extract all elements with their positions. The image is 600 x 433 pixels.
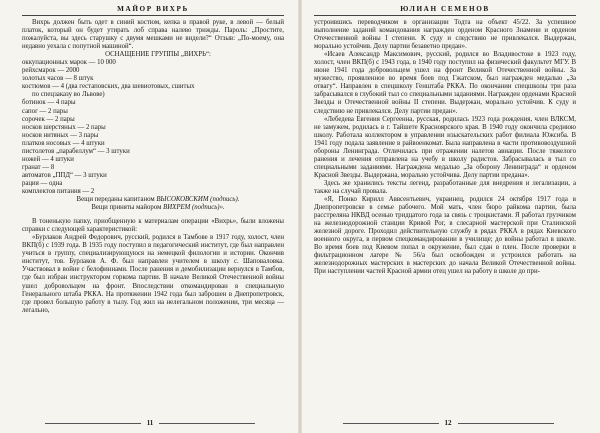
intro-paragraph: Вихрь должен быть одет в синий костюм, кепка в правой руке, в левой — белый платок, который он будет утирать лоб справа налево трижды. Пароль: „Простите, пожалуйста, вы здесь старушку с двумя мешками не видели?“ Отзыв: „По-моему, она недавно уехала с попутной машиной“. bbox=[22, 19, 284, 51]
list-item: рация — одна bbox=[22, 179, 63, 187]
body-paragraph: Здесь же хранились тексты легенд, разработанные для внедрения и легализации, а также на случай провала. bbox=[314, 179, 576, 195]
body-paragraph: «Бурлаков Андрей Федорович, русский, родился в Тамбове в 1917 году, холост, член ВКП(б) с 1939 года. В 1935 году поступил в педагогический институт, где был направлен учиться в группу, специализирующуюся на немецкой филологии и истории. Окончив институт, тов. Бурлаков А. Ф. был направлен учителем в школу с. Шаповаловка. Участвовал в войне с белофиннами. После ранения и демобилизации вернулся в Тамбов, где был избран инструктором горкома партии. В начале Великой Отечественной войны ушел добровольцем на фронт. Впоследствии откомандирован в специальную Генерального штаба РККА. На протяжении 1942 года был заброшен в Днепропетровск, где провел большую работу в тылу. Год жил на нелегальном положении, три месяца — легально, bbox=[22, 234, 284, 314]
equipment-list bbox=[22, 59, 284, 196]
page-number-right bbox=[306, 419, 590, 427]
signature-line-1 bbox=[22, 196, 284, 204]
equipment-list-title: ОСНАЩЕНИЕ ГРУППЫ „ВИХРЬ“: bbox=[105, 51, 211, 59]
list-item: ножей — 4 штуки bbox=[22, 155, 74, 163]
list-item: ботинок — 4 пары bbox=[22, 99, 76, 107]
page-number: 11 bbox=[146, 419, 154, 427]
list-item: золотых часов — 8 штук bbox=[22, 75, 94, 83]
book-gutter bbox=[298, 0, 302, 433]
list-item: носков нитяных — 3 пары bbox=[22, 131, 99, 139]
signature-1-name: ВЫСОКОВСКИМ (подпись). bbox=[156, 196, 240, 204]
left-page-text bbox=[22, 19, 284, 315]
right-page bbox=[306, 0, 590, 433]
body-paragraph: «Я, Понко Кирилл Аввсентьевич, украинец, родился 24 октября 1917 года в Днепропетровске в семье рабочего. Мой мать, член бюро райкома партии, была расстреляна НКВД осенью тридцатого года за связь с троцкистами. Я работал грузчиком на железнодорожной станции Кривой Рог, в слесарной мастерской при Сталинской железной дороге. Проходил действительную службу в рядах РККА в рядах Киевского военного округа, в первом спецкомандировании в училище; до войны работал в школе. Во время боев под Киевом попал в окружение, был сдан в плен. После проверки в фильтрационном лагере № 56/а был освобожден и устроился работать на железнодорожных мастерских в мастерских до начала Великой Отечественной войны. При наступлении частей Красной армии отец ушел на работу в школе до при- bbox=[314, 196, 576, 276]
list-item: по спецзаказу во Львове) bbox=[32, 91, 105, 99]
list-item: сапог — 2 пары bbox=[22, 107, 68, 115]
body-paragraph: «Исаев Александр Максимович, русский, родился во Владивостоке в 1923 году, холост, член ВКП(б) с 1943 года, в 1940 году поступил на физический факультет МГУ. В июне 1941 года добровольцем ушел на фронт Великой Отечественной войны. За мужество, проявленное во время боев под Гжатском, был награжден медалью „За отвагу“. Направлен в спецшколу Генштаба РККА. По окончании спецшколы три раза забрасывался в глубокий тыл со специальными заданиями. Награжден орденами Красной Звезды и Отечественной войны II степени. Выдержан, морально устойчив. К суду и следствию не привлекался. Делу партии предан». bbox=[314, 51, 576, 115]
list-item: сорочек — 2 пары bbox=[22, 115, 75, 123]
page-number: 12 bbox=[444, 419, 452, 427]
body-paragraph: В тоненькую папку, приобщенную к материалам операции «Вихрь», были вложены справки с следующей характеристикой: bbox=[22, 218, 284, 234]
list-item: оккупационных марок — 10 000 bbox=[22, 59, 116, 67]
signature-line-2 bbox=[22, 204, 284, 212]
page-number-left bbox=[8, 419, 292, 427]
list-item: комплектов питания — 2 bbox=[22, 187, 95, 195]
list-item: пистолетов „парабеллум“ — 3 штуки bbox=[22, 147, 130, 155]
list-item: носков шерстяных — 2 пары bbox=[22, 123, 106, 131]
running-head-right: ЮЛИАН СЕМЕНОВ bbox=[314, 4, 576, 16]
list-item: платков носовых — 4 штуки bbox=[22, 139, 105, 147]
signature-2-name: ВИХРЕМ (подпись)». bbox=[163, 204, 225, 212]
signature-2-lead: Вещи приняты майором bbox=[91, 204, 162, 212]
list-item: гранат — 8 bbox=[22, 163, 55, 171]
body-paragraph: «Лебедева Евгения Сергеенна, русская, родилась 1923 года рождения, член ВЛКСМ, не замужем, родилась в г. Тайшете Красноярского края. В 1940 году окончила среднюю школу. Работала коллектором в управлении изыскательских работ филиала Южсиба. В 1941 году подала заявление в райвоенкомат. Была направлена в части противовоздушной обороны Ленинграда. Отличилась при отражении налетов авиации. После тяжелого ранения и лечения отправлена на учебу в школу радистов. Забрасывалась в тыл со специальными заданиями. Награждена медалью „За оборону Ленинграда“ и орденом Красной Звезды. Выдержана, морально устойчива. Делу партии предана». bbox=[314, 115, 576, 179]
list-item: костюмов — 4 (два гестаповских, два шевиотовых, сшитых bbox=[22, 83, 195, 91]
list-item: автоматов „ППД“ — 3 штуки bbox=[22, 171, 107, 179]
body-paragraph: устроившись переводчиком в организации Тодта на объект 45/22. За успешное выполнение заданий командования награжден орденом Красного Знамени и орденом Отечественной войны I степени. К суду и следствию не привлекался. Выдержан, морально устойчив. Делу партии безаветно предан». bbox=[314, 19, 576, 51]
running-head-left: МАЙОР ВИХРЬ bbox=[22, 4, 284, 16]
right-page-text bbox=[314, 19, 576, 277]
list-item: рейхсмарок — 2000 bbox=[22, 67, 80, 75]
signature-1-lead: Вещи переданы капитаном bbox=[76, 196, 155, 204]
left-page bbox=[8, 0, 292, 433]
